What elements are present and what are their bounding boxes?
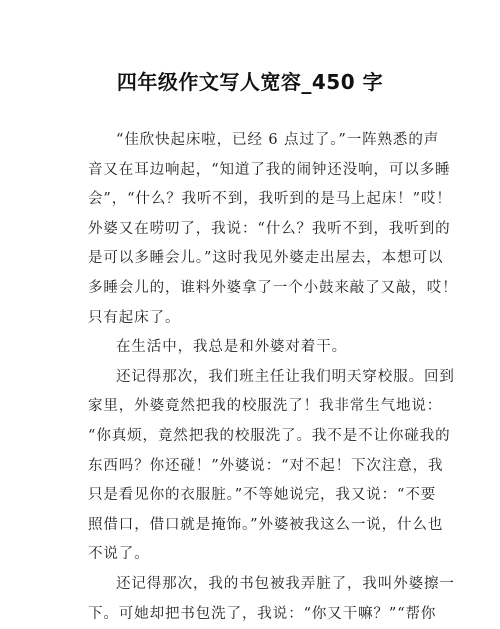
text-line: 下。可她却把书包洗了，我说：“你又干嘛？”“帮你 [88,600,414,629]
text-line: 照借口，借口就是掩饰。”外婆被我这么一说，什么也 [88,511,414,541]
text-line: “你真烦，竟然把我的校服洗了。我不是不让你碰我的 [88,422,414,452]
essay-body [88,126,414,629]
text-line: 在生活中，我总是和外婆对着干。 [88,333,414,363]
text-line: 外婆又在唠叨了，我说：“什么？我听不到，我听到的 [88,215,414,245]
text-line: “佳欣快起床啦，已经 6 点过了。”一阵熟悉的声 [88,126,414,156]
text-line: 音又在耳边响起，“知道了我的闹钟还没响，可以多睡 [88,156,414,186]
text-line: 会”，“什么？我听不到，我听到的是马上起床！”哎！ [88,185,414,215]
text-line: 家里，外婆竟然把我的校服洗了！我非常生气地说： [88,392,414,422]
text-line: 不说了。 [88,540,414,570]
text-line: 只是看见你的衣服脏。”不等她说完，我又说：“不要 [88,481,414,511]
document-title: 四年级作文写人宽容_450 字 [0,66,500,95]
text-line: 还记得那次，我们班主任让我们明天穿校服。回到 [88,363,414,393]
text-line: 东西吗？你还碰！”外婆说：“对不起！下次注意，我 [88,452,414,482]
text-line: 多睡会儿的，谁料外婆拿了一个小鼓来敲了又敲，哎！ [88,274,414,304]
text-line: 只有起床了。 [88,304,414,334]
text-line: 还记得那次，我的书包被我弄脏了，我叫外婆擦一 [88,570,414,600]
text-line: 是可以多睡会儿。”这时我见外婆走出屋去，本想可以 [88,244,414,274]
